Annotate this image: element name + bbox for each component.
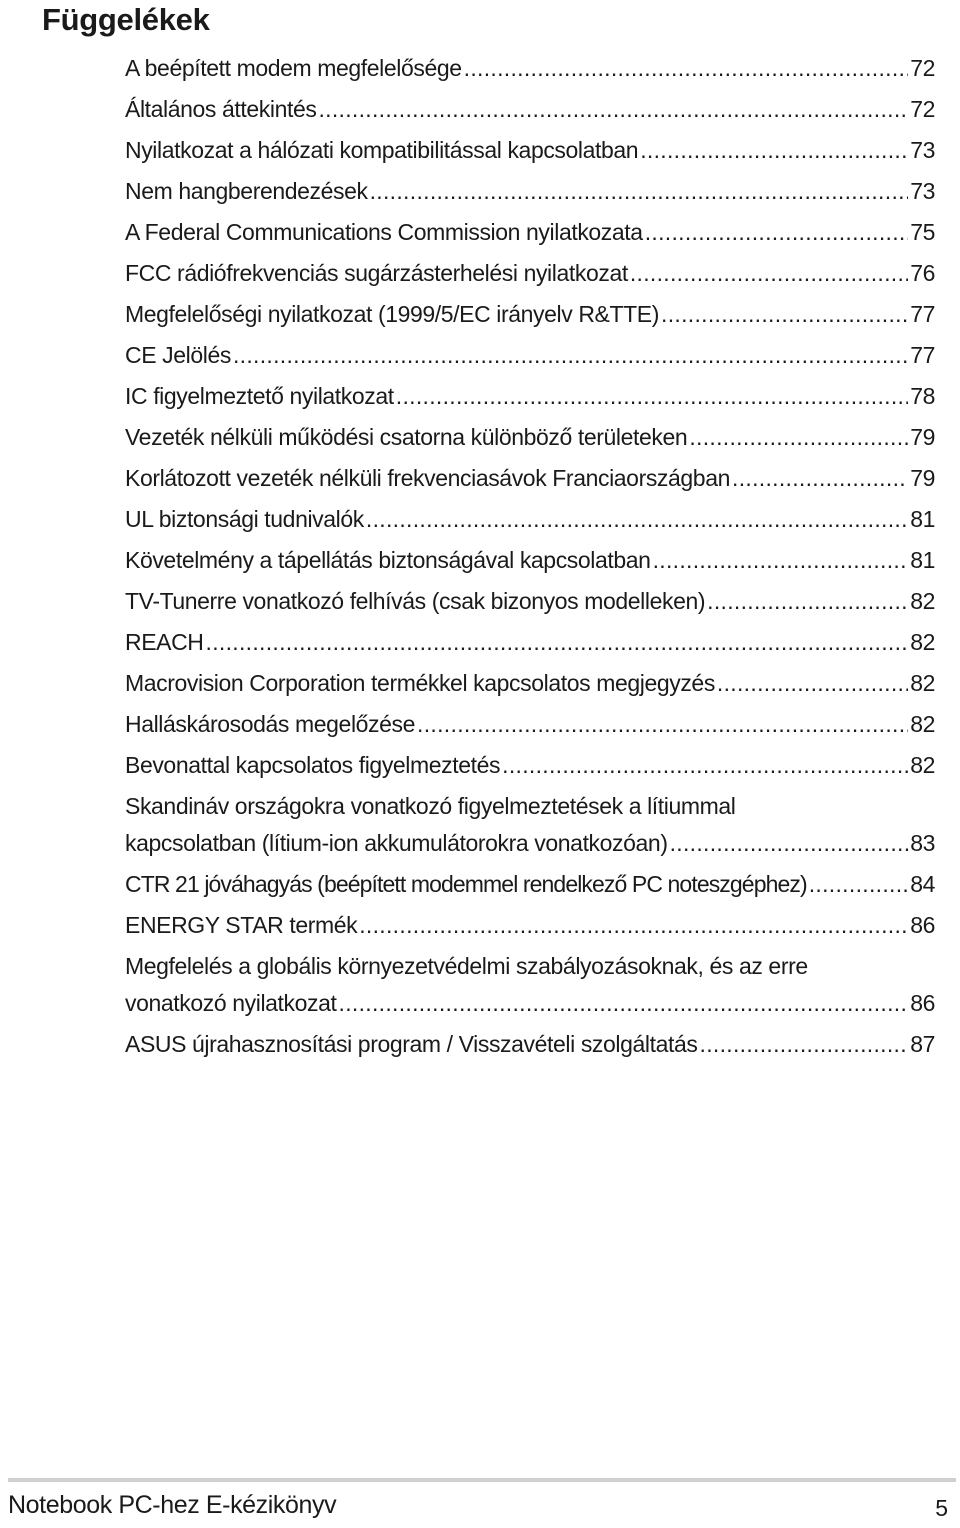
toc-page-number: 86 (910, 912, 935, 938)
toc-entry[interactable] (125, 253, 935, 294)
toc-entry-title: REACH (125, 629, 204, 655)
toc-page-number: 82 (910, 752, 935, 778)
toc-entry[interactable] (125, 212, 935, 253)
toc-leader-dots (233, 335, 908, 376)
toc-entry-title: IC figyelmeztető nyilatkozat (125, 383, 394, 409)
toc-leader-dots (339, 983, 909, 1024)
toc-entry-title: FCC rádiófrekvenciás sugárzásterhelési nyilatkozat (125, 260, 628, 286)
toc-entry-title: Megfelelőségi nyilatkozat (1999/5/EC irányelv R&TTE) (125, 301, 659, 327)
toc-leader-dots (206, 622, 909, 663)
toc-page-number: 82 (910, 629, 935, 655)
toc-page-number: 86 (910, 990, 935, 1016)
toc-page-number: 83 (910, 830, 935, 856)
toc-leader-dots (653, 540, 909, 581)
toc-leader-dots (370, 171, 909, 212)
toc-entry-title-line1: Megfelelés a globális környezetvédelmi szabályozásoknak, és az erre (125, 953, 808, 979)
toc-leader-dots (417, 704, 908, 745)
toc-page-number: 77 (910, 342, 935, 368)
toc-page-number: 72 (910, 55, 935, 81)
toc-entry-title: Bevonattal kapcsolatos figyelmeztetés (125, 752, 501, 778)
toc-leader-dots (396, 376, 908, 417)
toc-entry[interactable] (125, 704, 935, 745)
toc-page-number: 72 (910, 96, 935, 122)
toc-leader-dots (717, 663, 908, 704)
toc-leader-dots (707, 581, 908, 622)
toc-entry[interactable] (125, 499, 935, 540)
toc-entry[interactable] (125, 417, 935, 458)
toc-leader-dots (670, 823, 909, 864)
toc-leader-dots (502, 745, 908, 786)
toc-leader-dots (689, 417, 908, 458)
footer-page-number: 5 (935, 1495, 948, 1521)
toc-entry-title-line2: vonatkozó nyilatkozat (125, 990, 337, 1016)
toc-entry-title: A beépített modem megfelelősége (125, 55, 462, 81)
toc-entry-title-line2: kapcsolatban (lítium-ion akkumulátorokra vonatkozóan) (125, 830, 668, 856)
toc-entry[interactable] (125, 458, 935, 499)
toc-leader-dots (464, 48, 909, 89)
toc-page-number: 73 (910, 178, 935, 204)
toc-entry[interactable] (125, 789, 935, 864)
toc-entry[interactable] (125, 335, 935, 376)
toc-page-number: 73 (910, 137, 935, 163)
toc-leader-dots (630, 253, 908, 294)
toc-entry[interactable] (125, 171, 935, 212)
toc-entry-title: ASUS újrahasznosítási program / Visszavételi szolgáltatás (125, 1031, 698, 1057)
toc-page-number: 87 (910, 1031, 935, 1057)
toc-entry-title: Nem hangberendezések (125, 178, 368, 204)
toc-page-number: 82 (910, 711, 935, 737)
toc-page-number: 75 (910, 219, 935, 245)
toc-entry[interactable] (125, 1024, 935, 1065)
toc-page-number: 81 (910, 547, 935, 573)
toc-entry-title: CTR 21 jóváhagyás (beépített modemmel rendelkező PC noteszgéphez) (125, 871, 807, 897)
toc-page-number: 76 (910, 260, 935, 286)
toc-entry-title: Vezeték nélküli működési csatorna különböző területeken (125, 424, 688, 450)
toc-leader-dots (700, 1024, 909, 1065)
toc-leader-dots (661, 294, 908, 335)
toc-entry-title: CE Jelölés (125, 342, 231, 368)
toc-entry[interactable] (125, 294, 935, 335)
toc-entry[interactable] (125, 376, 935, 417)
toc-entry-title: TV-Tunerre vonatkozó felhívás (csak bizonyos modelleken) (125, 588, 706, 614)
toc-entry[interactable] (125, 663, 935, 704)
toc-page-number: 82 (910, 588, 935, 614)
toc-entry-title: ENERGY STAR termék (125, 912, 358, 938)
toc-entry-title: Követelmény a tápellátás biztonságával kapcsolatban (125, 547, 651, 573)
toc-page-number: 82 (910, 670, 935, 696)
toc-leader-dots (809, 864, 908, 905)
toc-page-number: 77 (910, 301, 935, 327)
toc-leader-dots (645, 212, 909, 253)
toc-page-number: 79 (910, 424, 935, 450)
footer-document-title: Notebook PC-hez E-kézikönyv (8, 1491, 337, 1519)
toc-entry[interactable] (125, 864, 935, 905)
table-of-contents (125, 48, 935, 1065)
toc-entry[interactable] (125, 89, 935, 130)
toc-leader-dots (366, 499, 908, 540)
toc-leader-dots (359, 905, 908, 946)
toc-page-number: 84 (910, 871, 935, 897)
toc-entry[interactable] (125, 745, 935, 786)
toc-entry-title: Halláskárosodás megelőzése (125, 711, 416, 737)
toc-entry[interactable] (125, 130, 935, 171)
toc-page-number: 78 (910, 383, 935, 409)
section-title: Függelékek (42, 2, 210, 37)
toc-entry[interactable] (125, 905, 935, 946)
toc-leader-dots (318, 89, 908, 130)
toc-entry[interactable] (125, 949, 935, 1024)
toc-entry-title: UL biztonsági tudnivalók (125, 506, 364, 532)
toc-entry-title: Macrovision Corporation termékkel kapcsolatos megjegyzés (125, 670, 715, 696)
toc-entry[interactable] (125, 622, 935, 663)
toc-entry-title: Általános áttekintés (125, 96, 317, 122)
toc-leader-dots (640, 130, 908, 171)
toc-entry[interactable] (125, 581, 935, 622)
footer-divider (8, 1478, 956, 1482)
toc-entry-title-line1: Skandináv országokra vonatkozó figyelmeztetések a lítiummal (125, 793, 736, 819)
toc-entry-title: Nyilatkozat a hálózati kompatibilitással kapcsolatban (125, 137, 639, 163)
toc-leader-dots (732, 458, 908, 499)
toc-entry[interactable] (125, 540, 935, 581)
toc-entry[interactable] (125, 48, 935, 89)
toc-page-number: 79 (910, 465, 935, 491)
toc-entry-title: Korlátozott vezeték nélküli frekvenciasávok Franciaországban (125, 465, 730, 491)
toc-entry-title: A Federal Communications Commission nyilatkozata (125, 219, 643, 245)
toc-page-number: 81 (910, 506, 935, 532)
